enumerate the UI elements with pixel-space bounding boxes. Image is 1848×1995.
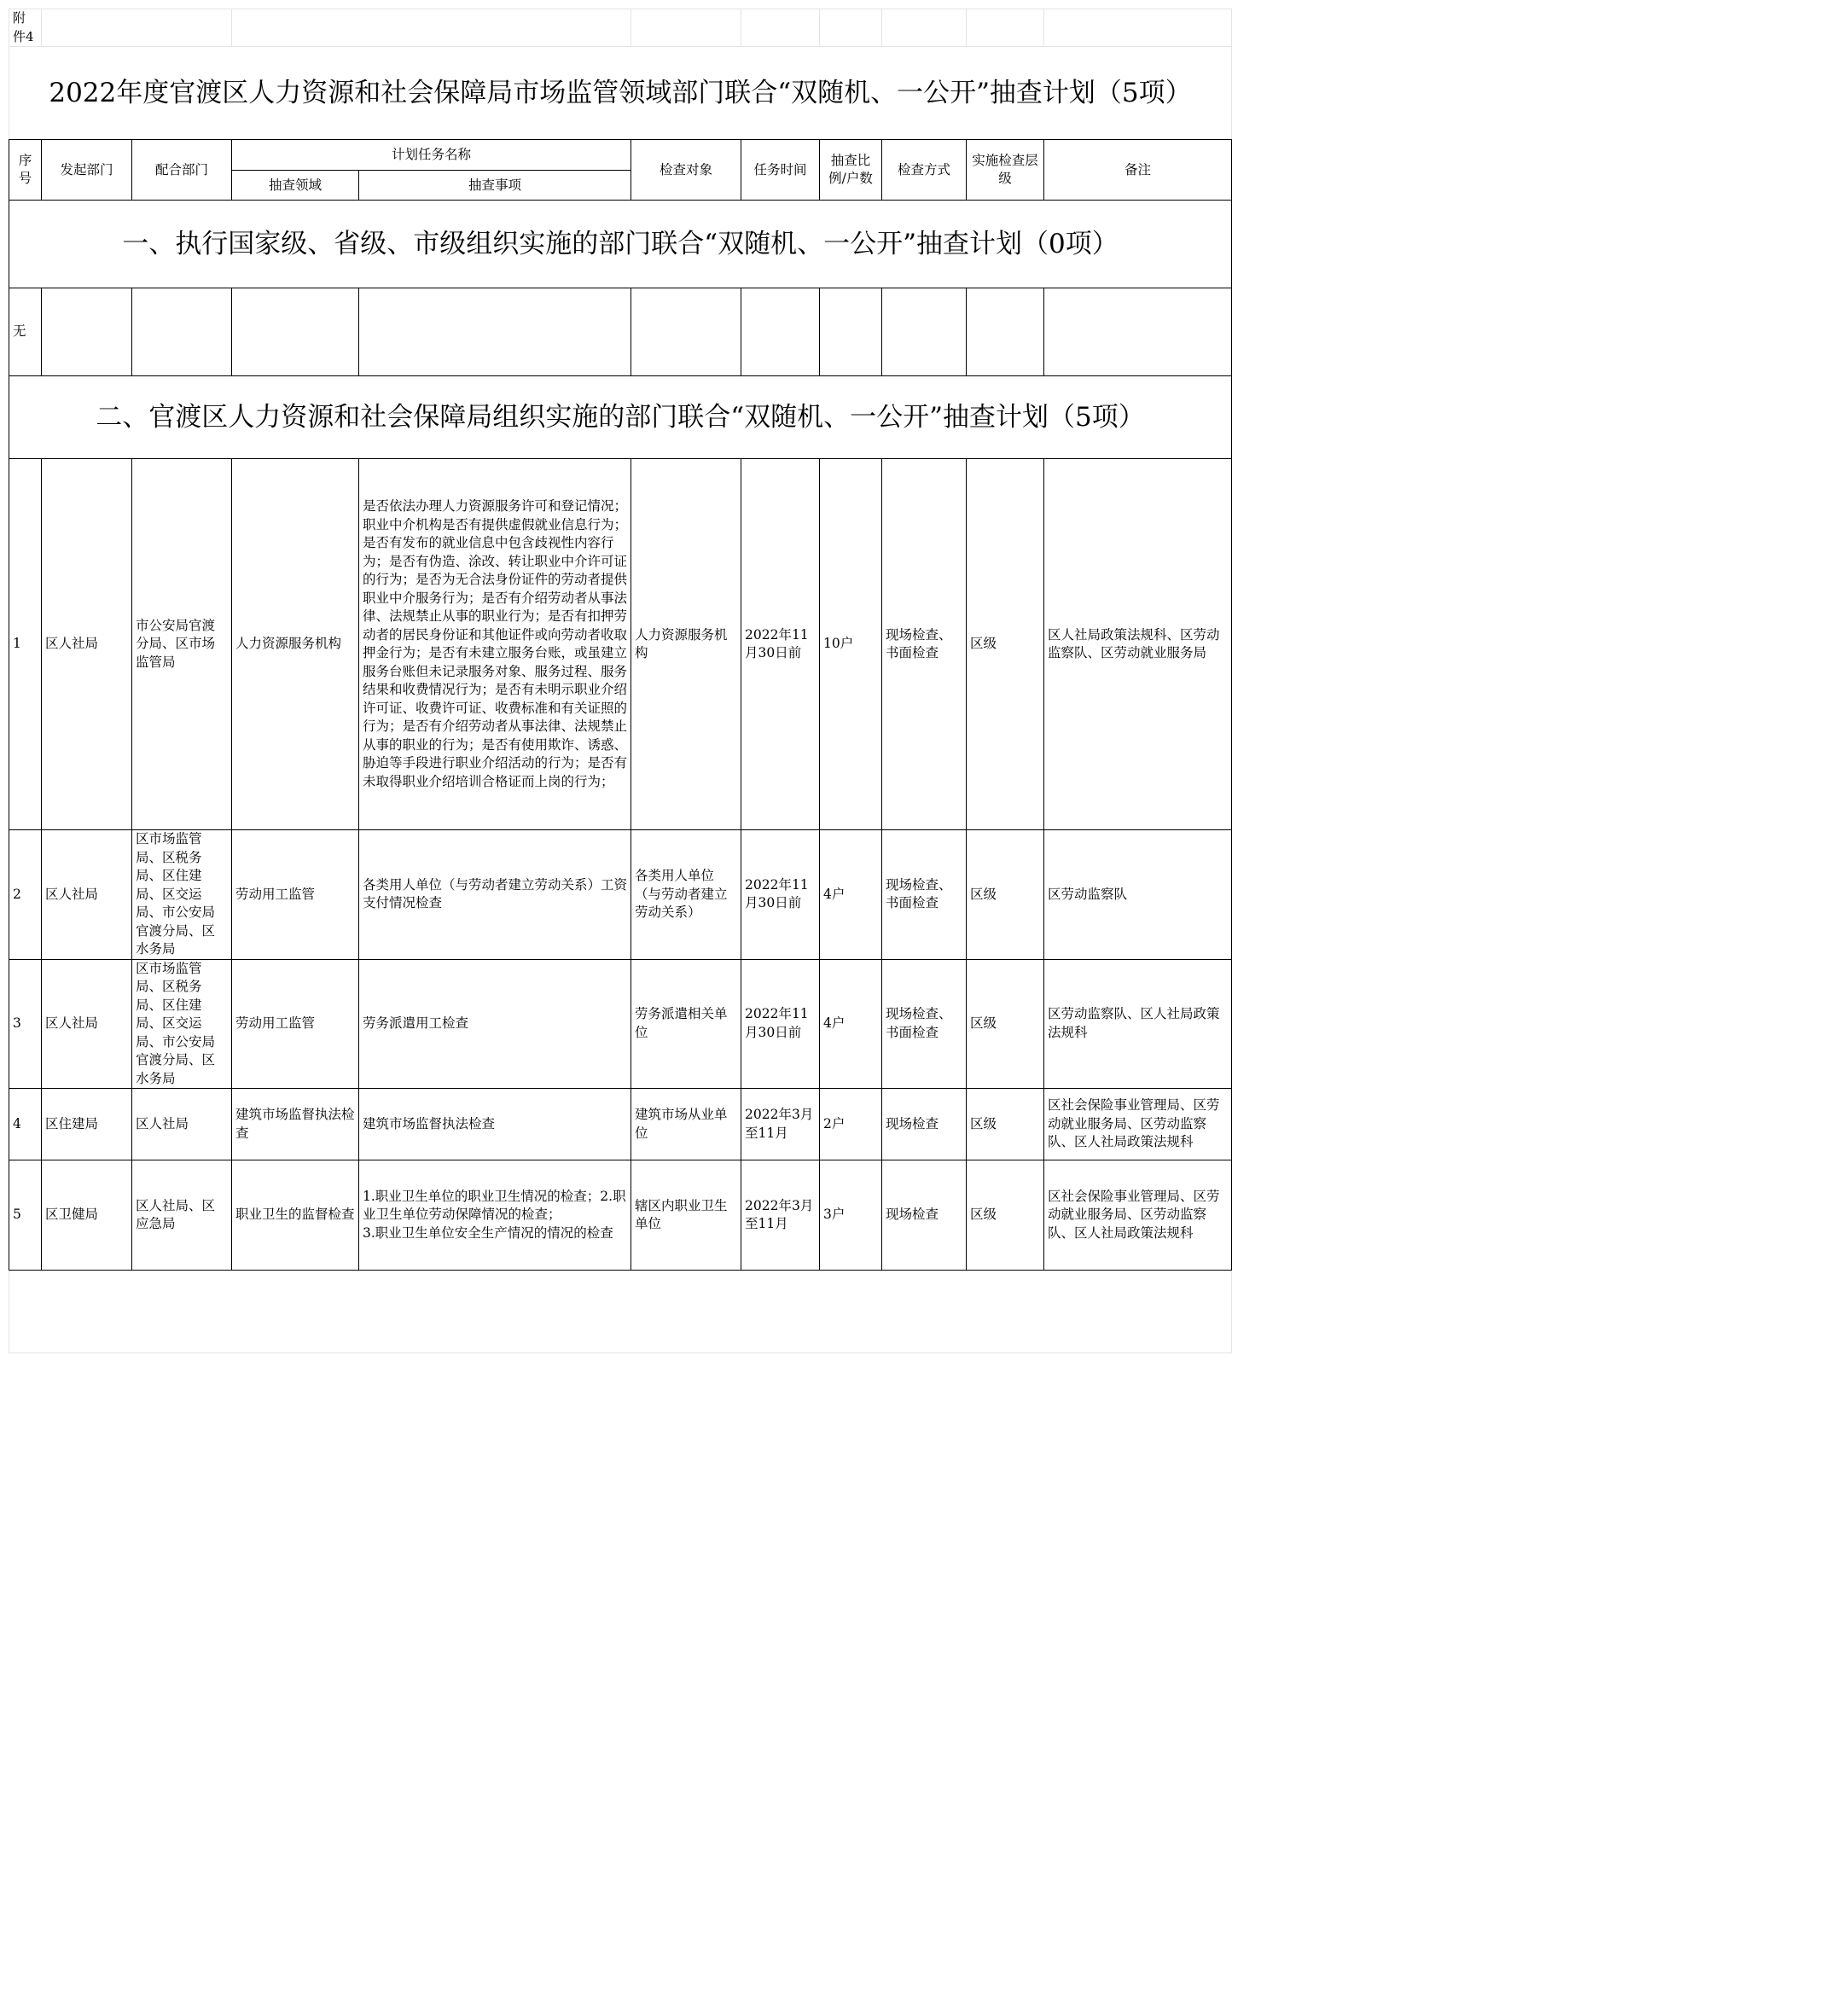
spreadsheet — [9, 9, 1231, 1353]
cell-seq: 5 — [9, 1160, 42, 1271]
cell-remark: 区劳动监察队、区人社局政策法规科 — [1044, 959, 1232, 1089]
cell-remark: 区社会保险事业管理局、区劳动就业服务局、区劳动监察队、区人社局政策法规科 — [1044, 1089, 1232, 1160]
cell-level: 区级 — [967, 459, 1044, 830]
cell-initiator: 区住建局 — [42, 1089, 132, 1160]
cell-ratio: 2户 — [820, 1089, 882, 1160]
title-row — [9, 47, 1232, 140]
cell-target: 各类用人单位（与劳动者建立劳动关系） — [631, 830, 741, 960]
cell-seq: 3 — [9, 959, 42, 1089]
cell-field: 人力资源服务机构 — [232, 459, 359, 830]
cell-field: 劳动用工监管 — [232, 959, 359, 1089]
cell-items: 是否依法办理人力资源服务许可和登记情况；职业中介机构是否有提供虚假就业信息行为；是否有发布的就业信息中包含歧视性内容行为；是否有伪造、涂改、转让职业中介许可证的行为；是否为无合法身份证件的劳动者提供职业中介服务行为；是否有介绍劳动者从事法律、法规禁止从事的职业行为；是否有扣押劳动者的居民身份证和其他证件或向劳动者收取押金行为；是否有未建立服务台账，或虽建立服务台账但未记录服务对象、服务过程、服务结果和收费情况行为；是否有未明示职业介绍许可证、收费许可证、收费标准和有关证照的行为；是否有介绍劳动者从事法律、法规禁止从事的职业的行为；是否有使用欺诈、诱惑、胁迫等手段进行职业介绍活动的行为；是否有未取得职业介绍培训合格证而上岗的行为； — [359, 459, 631, 830]
cell-items — [359, 1160, 631, 1271]
table-row — [9, 459, 1232, 830]
header-level: 实施检查层级 — [967, 140, 1044, 201]
header-seq: 序号 — [9, 140, 42, 201]
cell-ratio: 4户 — [820, 830, 882, 960]
page-title: 2022年度官渡区人力资源和社会保障局市场监管领域部门联合“双随机、一公开”抽查计划（5项） — [9, 47, 1232, 140]
cell-target: 劳务派遣相关单位 — [631, 959, 741, 1089]
cell-cooperator: 区市场监管局、区税务局、区住建局、区交运局、市公安局官渡分局、区水务局 — [132, 830, 232, 960]
table-row — [9, 1089, 1232, 1160]
cell-method: 现场检查、书面检查 — [882, 959, 967, 1089]
empty-area — [9, 1271, 1232, 1353]
section-1-row — [9, 201, 1232, 288]
header-items: 抽查事项 — [359, 171, 631, 201]
items-line: 3.职业卫生单位安全生产情况的情况的检查 — [363, 1224, 613, 1241]
cell-cooperator: 区市场监管局、区税务局、区住建局、区交运局、市公安局官渡分局、区水务局 — [132, 959, 232, 1089]
cell-cooperator: 区人社局、区应急局 — [132, 1160, 232, 1271]
cell-seq: 4 — [9, 1089, 42, 1160]
cell-time: 2022年11月30日前 — [741, 459, 820, 830]
section-1-empty-row — [9, 288, 1232, 376]
plan-table — [9, 9, 1232, 1353]
cell-cooperator: 区人社局 — [132, 1089, 232, 1160]
header-initiator: 发起部门 — [42, 140, 132, 201]
cell-level: 区级 — [967, 1089, 1044, 1160]
header-method: 检查方式 — [882, 140, 967, 201]
cell-level: 区级 — [967, 959, 1044, 1089]
cell-target: 辖区内职业卫生单位 — [631, 1160, 741, 1271]
cell-initiator: 区卫健局 — [42, 1160, 132, 1271]
table-row — [9, 959, 1232, 1089]
section-2-row — [9, 376, 1232, 459]
section-1-title: 一、执行国家级、省级、市级组织实施的部门联合“双随机、一公开”抽查计划（0项） — [9, 201, 1232, 288]
cell-level: 区级 — [967, 830, 1044, 960]
cell-method: 现场检查 — [882, 1089, 967, 1160]
attachment-row — [9, 9, 1232, 47]
cell-target: 人力资源服务机构 — [631, 459, 741, 830]
cell-method: 现场检查、书面检查 — [882, 830, 967, 960]
cell-initiator: 区人社局 — [42, 459, 132, 830]
cell-items: 劳务派遣用工检查 — [359, 959, 631, 1089]
cell-field: 建筑市场监督执法检查 — [232, 1089, 359, 1160]
cell-time: 2022年11月30日前 — [741, 830, 820, 960]
cell-method: 现场检查、书面检查 — [882, 459, 967, 830]
header-row — [9, 140, 1232, 171]
cell-ratio: 3户 — [820, 1160, 882, 1271]
cell-remark: 区社会保险事业管理局、区劳动就业服务局、区劳动监察队、区人社局政策法规科 — [1044, 1160, 1232, 1271]
header-remark: 备注 — [1044, 140, 1232, 201]
cell-initiator: 区人社局 — [42, 830, 132, 960]
cell-level: 区级 — [967, 1160, 1044, 1271]
header-cooperator: 配合部门 — [132, 140, 232, 201]
cell-ratio: 10户 — [820, 459, 882, 830]
none-label: 无 — [9, 288, 42, 376]
cell-field: 劳动用工监管 — [232, 830, 359, 960]
header-task-name: 计划任务名称 — [232, 140, 631, 171]
header-ratio: 抽查比例/户数 — [820, 140, 882, 201]
attachment-label: 附件4 — [9, 9, 42, 47]
header-time: 任务时间 — [741, 140, 820, 201]
cell-ratio: 4户 — [820, 959, 882, 1089]
cell-time: 2022年11月30日前 — [741, 959, 820, 1089]
header-target: 检查对象 — [631, 140, 741, 201]
header-field: 抽查领域 — [232, 171, 359, 201]
cell-method: 现场检查 — [882, 1160, 967, 1271]
cell-time: 2022年3月至11月 — [741, 1160, 820, 1271]
table-row — [9, 830, 1232, 960]
cell-field: 职业卫生的监督检查 — [232, 1160, 359, 1271]
cell-items: 建筑市场监督执法检查 — [359, 1089, 631, 1160]
cell-initiator: 区人社局 — [42, 959, 132, 1089]
items-line: 1.职业卫生单位的职业卫生情况的检查；2.职业卫生单位劳动保障情况的检查； — [363, 1188, 626, 1223]
table-row — [9, 1160, 1232, 1271]
section-2-title: 二、官渡区人力资源和社会保障局组织实施的部门联合“双随机、一公开”抽查计划（5项） — [9, 376, 1232, 459]
cell-time: 2022年3月至11月 — [741, 1089, 820, 1160]
cell-seq: 2 — [9, 830, 42, 960]
cell-cooperator: 市公安局官渡分局、区市场监管局 — [132, 459, 232, 830]
cell-remark: 区劳动监察队 — [1044, 830, 1232, 960]
cell-remark: 区人社局政策法规科、区劳动监察队、区劳动就业服务局 — [1044, 459, 1232, 830]
cell-items: 各类用人单位（与劳动者建立劳动关系）工资支付情况检查 — [359, 830, 631, 960]
cell-target: 建筑市场从业单位 — [631, 1089, 741, 1160]
cell-seq: 1 — [9, 459, 42, 830]
